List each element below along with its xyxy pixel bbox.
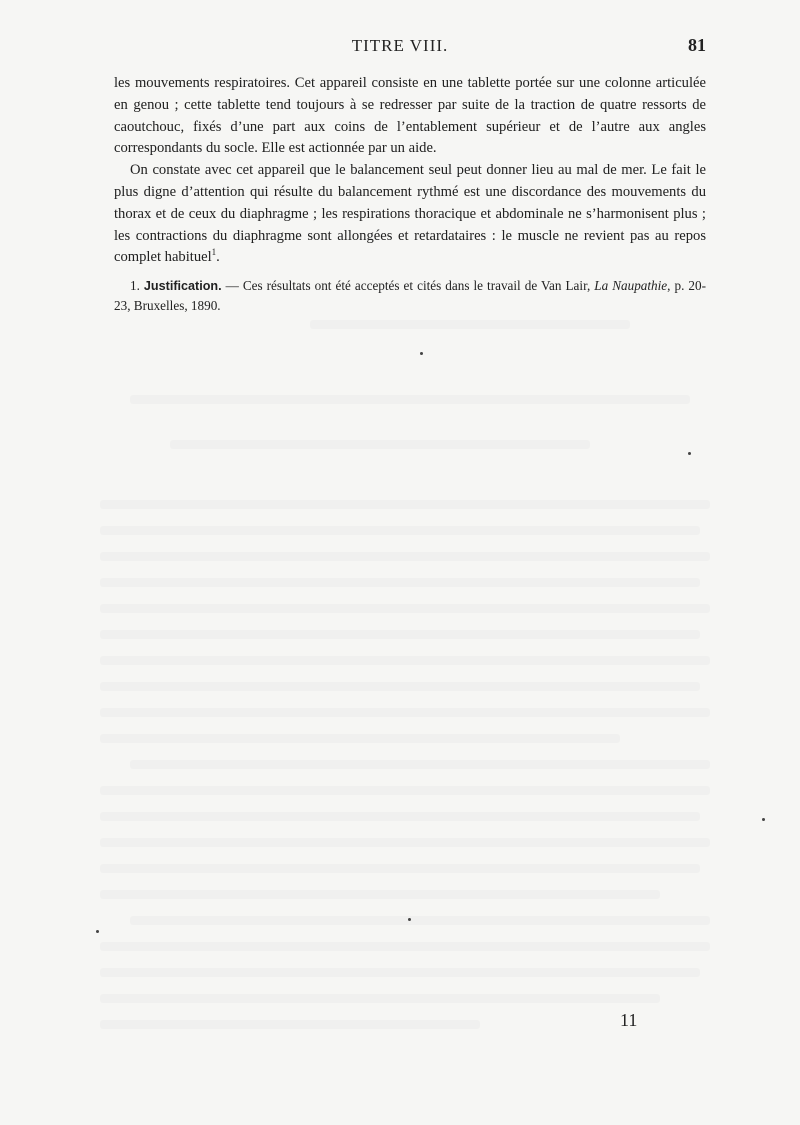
bleed-through-line <box>100 734 620 743</box>
paragraph-2-text: On constate avec cet appareil que le balancement seul peut donner lieu au mal de mer. Le fait le plus digne d’attention qui résulte du balancement rythmé est une discordance des mouvements du thorax et de ceux du diaphragme ; les respirations thoracique et abdominale ne s’harmonisent plus ; les contractions du diaphragme sont allongées et retardataires : le muscle ne revient pas au repos complet habituel <box>114 162 706 266</box>
footnote-text-after-title: , p. 20-23, Bruxelles, 1890. <box>114 278 706 313</box>
bleed-through-line <box>100 526 700 535</box>
footnote-heading: Justification. <box>143 279 222 293</box>
dust-speck <box>96 930 99 933</box>
bleed-through-line <box>170 440 590 449</box>
bleed-through-line <box>100 682 700 691</box>
bleed-through-line <box>130 395 690 404</box>
footnote-marker: 1 <box>211 247 217 258</box>
bleed-through-line <box>100 968 700 977</box>
dust-speck <box>762 818 765 821</box>
bleed-through-line <box>100 656 710 665</box>
bleed-through-line <box>100 838 710 847</box>
bleed-through-line <box>100 630 700 639</box>
paragraph-1: les mouvements respiratoires. Cet appareil consiste en une tablette portée sur une colonne articulée en genou ; cette tablette tend toujours à se redresser par suite de la traction de quatre ressorts de caoutchouc, fixés d’une part aux coins de l’entablement supérieur et de l’autre aux angles correspondants du socle. Elle est actionnée par un aide. <box>114 75 706 157</box>
footnote-number: 1. <box>130 278 140 293</box>
dust-speck <box>420 352 423 355</box>
footnote-cited-title: La Naupathie <box>594 278 668 293</box>
bleed-through-line <box>100 578 700 587</box>
signature-mark: 11 <box>620 1010 638 1030</box>
bleed-through-line <box>100 552 710 561</box>
bleed-through-text <box>100 300 720 1040</box>
bleed-through-line <box>100 864 700 873</box>
bleed-through-line <box>100 604 710 613</box>
page-number: 81 <box>688 35 706 55</box>
bleed-through-line <box>100 994 660 1003</box>
bleed-through-line <box>100 786 710 795</box>
body-text <box>114 73 706 269</box>
footnote-paragraph <box>114 276 706 315</box>
footnote-text-before-title: — Ces résultats ont été acceptés et cités dans le travail de Van Lair, <box>221 278 595 293</box>
bleed-through-line <box>130 760 710 769</box>
dust-speck <box>688 452 691 455</box>
bleed-through-line <box>100 1020 480 1029</box>
bleed-through-line <box>100 708 710 717</box>
paragraph-2: On constate avec cet appareil que le balancement seul peut donner lieu au mal de mer. Le fait le plus digne d’attention qui résulte du balancement rythmé est une discordance des mouvements du thorax et de ceux du diaphragme ; les respirations thoracique et abdominale ne s’harmonisent plus ; les contractions du diaphragme sont allongées et retardataires : le muscle ne revient pas au repos complet habituel$^1$. <box>114 162 706 266</box>
footnote <box>114 276 706 315</box>
bleed-through-line <box>310 320 630 329</box>
bleed-through-line <box>100 942 710 951</box>
bleed-through-line <box>100 812 700 821</box>
bleed-through-line <box>100 500 710 509</box>
bleed-through-line <box>100 890 660 899</box>
dust-speck <box>408 918 411 921</box>
running-title: TITRE VIII. <box>351 36 449 55</box>
bleed-through-line <box>130 916 710 925</box>
